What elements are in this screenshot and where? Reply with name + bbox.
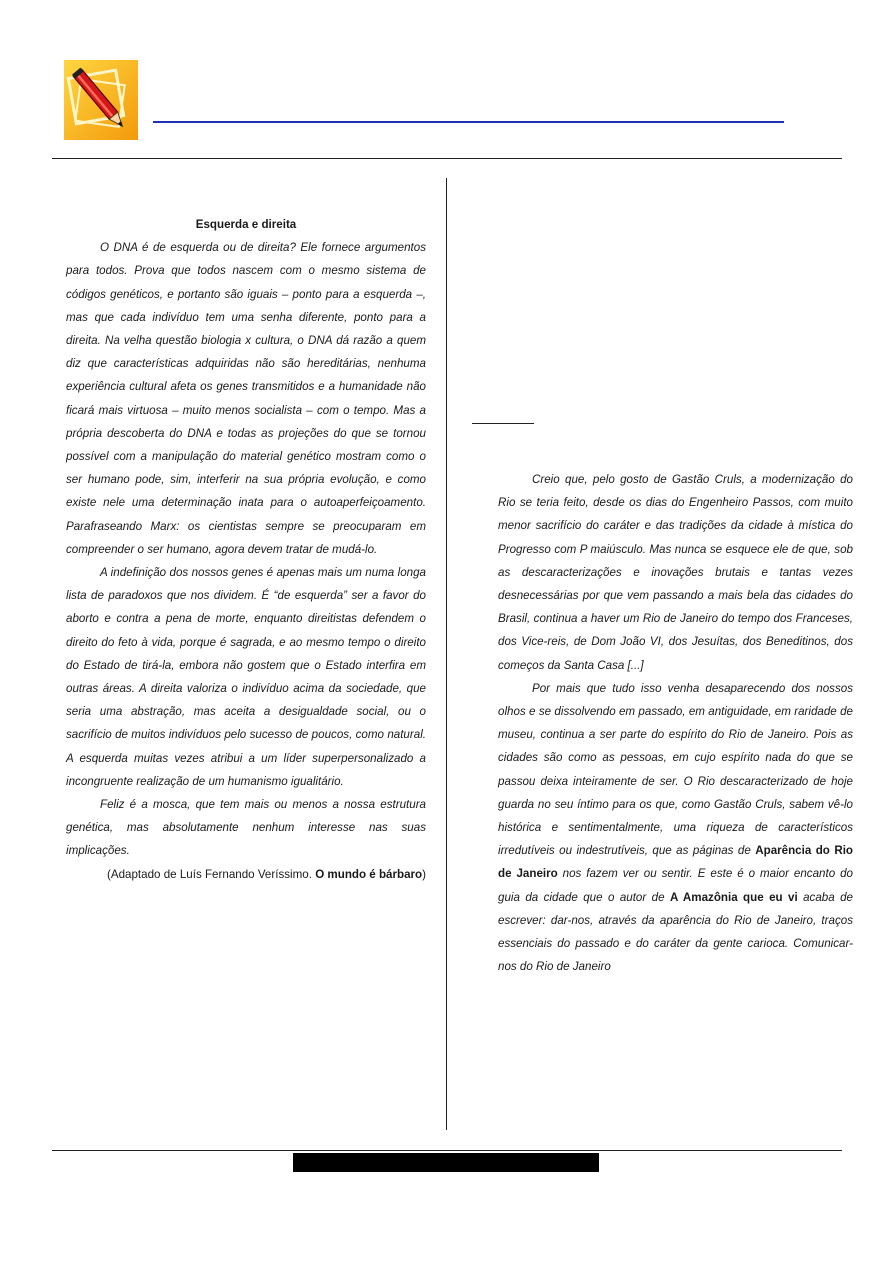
article-title: Esquerda e direita (195, 218, 297, 231)
book-title-amazonia: A Amazônia que eu vi (669, 890, 798, 904)
right-paragraph-2: Por mais que tudo isso venha desaparecendo dos nossos olhos e se dissolvendo em passado, em antiguidade, em raridade de museu, continua a ser parte do espírito do Rio de Janeiro. Pois as cidades são como as pessoas, em cujo espírito nada do que se passou deixa inteiramente de ser. O Rio descaracterizado de hoje guarda no seu íntimo para os que, como Gastão Cruls, sabem vê-lo histórica e sentimentalmente, uma riqueza de característicos irredutíveis ou indestrutíveis, que as páginas de Aparência do Rio de Janeiro nos fazem ver ou sentir. E este é o maior encanto do guia da cidade que o autor de A Amazônia que eu vi acaba de escrever: dar-nos, através da aparência do Rio de Janeiro, traços essenciais do passado e do caráter da gente carioca. Comunicar-nos do Rio de Janeiro (498, 681, 854, 974)
source-book-title: O mundo é bárbaro (315, 867, 423, 881)
left-article (66, 213, 426, 886)
article-paragraph-2: A indefinição dos nossos genes é apenas mais um numa longa lista de paradoxos que nos dividem. É “de esquerda” ser a favor do aborto e contra a pena de morte, enquanto direitistas defendem o direito do feto à vida, porque é sagrada, e ao mesmo tempo o direito do Estado de tirá-la, embora não gostem que o Estado interfira em outras áreas. A direita valoriza o indivíduo acima da sociedade, que seria uma abstração, mas aceita a desigualdade social, ou o sacrifício de muitos indivíduos pelo sucesso de poucos, como natural. A esquerda muitas vezes atribui a um líder superpersonalizado a incongruente realização de um humanismo igualitário. (66, 566, 426, 788)
right-paragraph-1: Creio que, pelo gosto de Gastão Cruls, a modernização do Rio se teria feito, desde os dias do Engenheiro Passos, com muito menor sacrifício do caráter e das tradições da cidade à mística do Progresso com P maiúsculo. Mas nunca se esquece ele de que, sob as descaracterizações e inovações brutais e tantas vezes desnecessárias por que vem passando a mais bela das cidades do Brasil, continua a haver um Rio de Janeiro do tempo dos Franceses, dos Vice-reis, de Dom João VI, dos Jesuítas, dos Beneditinos, dos começos da Santa Casa [...] (498, 473, 853, 672)
header-blue-rule (153, 121, 784, 123)
article-paragraph-1: O DNA é de esquerda ou de direita? Ele fornece argumentos para todos. Prova que todos nascem com o mesmo sistema de códigos genéticos, e portanto são iguais – ponto para a esquerda –, mas que cada indivíduo tem uma senha diferente, ponto para a direita. Na velha questão biologia x cultura, o DNA dá razão a quem diz que características adquiridas não são hereditárias, nenhuma experiência cultural afeta os genes transmitidos e a humanidade não ficará mais virtuosa – muito menos socialista – com o tempo. Mas a própria descoberta do DNA e todas as projeções do que se tornou possível com a manipulação do material genético mostram como o ser humano pode, sim, interferir na sua própria evolução, e como existe nele uma determinação inata para o autoaperfeiçoamento. Parafraseando Marx: os cientistas sempre se preocuparam em compreender o ser humano, agora devem tratar de mudá-lo. (66, 241, 426, 556)
footer-divider (52, 1150, 842, 1151)
short-rule (472, 423, 534, 424)
header-divider (52, 158, 842, 159)
pencil-logo-icon (64, 60, 138, 140)
book-title-aparencia: Aparência do Rio de Janeiro (498, 844, 853, 881)
article-source: (Adaptado de Luís Fernando Veríssimo. O mundo é bárbaro) (107, 867, 426, 881)
footer-bar (293, 1153, 599, 1172)
right-article (498, 468, 853, 978)
column-divider (446, 178, 447, 1130)
article-paragraph-3: Feliz é a mosca, que tem mais ou menos a nossa estrutura genética, mas absolutamente nenhum interesse nas suas implicações. (66, 798, 426, 858)
